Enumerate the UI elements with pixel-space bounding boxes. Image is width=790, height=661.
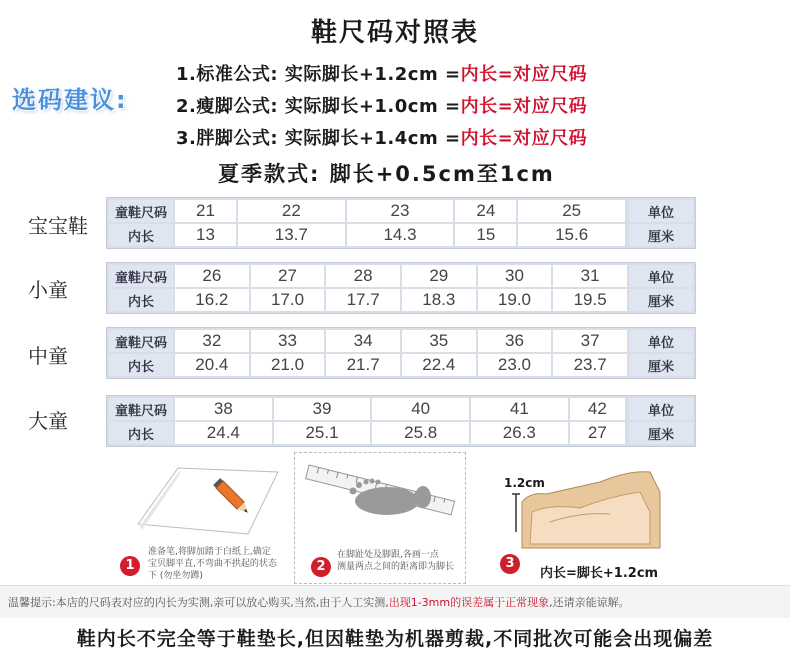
row-head-length: 内长	[109, 354, 173, 376]
group-label-baby: 宝宝鞋	[28, 214, 88, 238]
formula-standard	[176, 60, 587, 86]
unit-value: 厘米	[629, 224, 693, 246]
length-cell: 22.4	[402, 354, 476, 376]
length-cell: 14.3	[347, 224, 454, 246]
length-cell: 13	[175, 224, 236, 246]
formula-thin	[176, 92, 587, 118]
page-title: 鞋尺码对照表	[310, 18, 479, 48]
size-cell: 42	[570, 398, 625, 420]
size-cell: 25	[518, 200, 625, 222]
step-3-number: 3	[500, 554, 520, 574]
step-1-panel	[118, 462, 288, 582]
unit-label: 单位	[629, 330, 693, 352]
size-cell: 39	[274, 398, 371, 420]
summer-note: 夏季款式: 脚长+0.5cm至1cm	[218, 162, 555, 186]
size-cell: 38	[175, 398, 272, 420]
size-table-large	[106, 395, 696, 447]
row-head-length: 内长	[109, 289, 173, 311]
row-head-size: 童鞋尺码	[109, 398, 173, 420]
step-2-line-1: 在脚趾处及脚跟,各画一点	[337, 550, 439, 560]
step-3-caption: 内长=脚长+1.2cm	[540, 566, 659, 581]
paper-pencil-illustration	[118, 462, 288, 542]
length-cell: 23.7	[553, 354, 627, 376]
step-3-panel	[490, 452, 700, 582]
formula-result: 对应尺码	[513, 128, 588, 149]
step-1-number: 1	[120, 556, 140, 576]
formula-inner: 内长	[460, 128, 498, 149]
shoe-foot-illustration	[490, 452, 700, 552]
size-cell: 26	[175, 265, 249, 287]
step-1-text	[148, 546, 288, 582]
size-cell: 36	[478, 330, 552, 352]
table-row	[109, 200, 693, 222]
table-row	[109, 398, 693, 420]
size-cell: 34	[326, 330, 400, 352]
table-row	[109, 265, 693, 287]
table-row	[109, 422, 693, 444]
step-1-line-2: 宝贝脚平直,不弯曲不拱起的状态	[148, 559, 277, 569]
unit-value: 厘米	[629, 354, 693, 376]
size-cell: 29	[402, 265, 476, 287]
tip-suffix: ,还请亲能谅解。	[549, 596, 630, 609]
size-cell: 30	[478, 265, 552, 287]
table-row	[109, 224, 693, 246]
unit-label: 单位	[629, 398, 693, 420]
size-cell: 27	[251, 265, 325, 287]
tip-prefix: 温馨提示:本店的尺码表对应的内长为实测,亲可以放心购买,当然,由于人工实测,	[8, 596, 389, 609]
formula-inner: 内长	[460, 96, 498, 117]
group-label-medium: 中童	[28, 344, 68, 368]
ruler-foot-illustration	[295, 453, 463, 533]
length-cell: 27	[570, 422, 625, 444]
length-cell: 17.0	[251, 289, 325, 311]
size-cell: 28	[326, 265, 400, 287]
step-2-panel	[294, 452, 466, 584]
length-cell: 25.8	[372, 422, 469, 444]
length-cell: 15	[455, 224, 516, 246]
row-head-size: 童鞋尺码	[109, 265, 173, 287]
size-cell: 32	[175, 330, 249, 352]
table-row	[109, 289, 693, 311]
size-cell: 24	[455, 200, 516, 222]
unit-label: 单位	[629, 200, 693, 222]
size-cell: 37	[553, 330, 627, 352]
table-row	[109, 354, 693, 376]
length-cell: 24.4	[175, 422, 272, 444]
length-cell: 15.6	[518, 224, 625, 246]
length-cell: 25.1	[274, 422, 371, 444]
length-cell: 20.4	[175, 354, 249, 376]
length-cell: 19.5	[553, 289, 627, 311]
formula-result: 对应尺码	[513, 96, 588, 117]
size-cell: 31	[553, 265, 627, 287]
tip-text	[8, 594, 630, 610]
gap-label: 1.2cm	[504, 476, 545, 490]
bottom-note: 鞋内长不完全等于鞋垫长,但因鞋垫为机器剪裁,不同批次可能会出现偏差	[76, 628, 714, 650]
length-cell: 13.7	[238, 224, 345, 246]
formula-text: 1.标准公式: 实际脚长+1.2cm =	[176, 64, 461, 85]
step-1-line-1: 准备笔,将脚加踏于白纸上,确定	[148, 547, 271, 557]
size-cell: 41	[471, 398, 568, 420]
length-cell: 23.0	[478, 354, 552, 376]
formula-wide	[176, 124, 587, 150]
group-label-small: 小童	[28, 278, 68, 302]
advice-label: 选码建议:	[12, 86, 128, 114]
formula-result: 对应尺码	[513, 64, 588, 85]
size-cell: 35	[402, 330, 476, 352]
length-cell: 21.0	[251, 354, 325, 376]
size-cell: 21	[175, 200, 236, 222]
size-table-small	[106, 262, 696, 314]
row-head-size: 童鞋尺码	[109, 330, 173, 352]
length-cell: 18.3	[402, 289, 476, 311]
step-2-text	[337, 549, 463, 573]
formula-text: 2.瘦脚公式: 实际脚长+1.0cm =	[176, 96, 461, 117]
row-head-length: 内长	[109, 224, 173, 246]
step-2-number: 2	[311, 557, 331, 577]
size-cell: 33	[251, 330, 325, 352]
size-table-baby	[106, 197, 696, 249]
formula-inner: 内长	[460, 64, 498, 85]
step-2-line-2: 测量两点之间的距离即为脚长	[337, 562, 455, 572]
length-cell: 19.0	[478, 289, 552, 311]
table-row	[109, 330, 693, 352]
length-cell: 21.7	[326, 354, 400, 376]
row-head-length: 内长	[109, 422, 173, 444]
size-table-medium	[106, 327, 696, 379]
unit-value: 厘米	[629, 289, 693, 311]
unit-value: 厘米	[629, 422, 693, 444]
length-cell: 26.3	[471, 422, 568, 444]
formula-eq: =	[497, 96, 514, 117]
row-head-size: 童鞋尺码	[109, 200, 173, 222]
size-cell: 22	[238, 200, 345, 222]
size-cell: 40	[372, 398, 469, 420]
formula-eq: =	[497, 128, 514, 149]
length-cell: 16.2	[175, 289, 249, 311]
group-label-large: 大童	[28, 409, 68, 433]
unit-label: 单位	[629, 265, 693, 287]
length-cell: 17.7	[326, 289, 400, 311]
tip-highlight: 出现1-3mm的误差属于正常现象	[388, 596, 550, 609]
step-1-line-3: 下 (勿坐勿蹲)	[148, 571, 203, 581]
size-cell: 23	[347, 200, 454, 222]
formula-eq: =	[497, 64, 514, 85]
formula-text: 3.胖脚公式: 实际脚长+1.4cm =	[176, 128, 461, 149]
